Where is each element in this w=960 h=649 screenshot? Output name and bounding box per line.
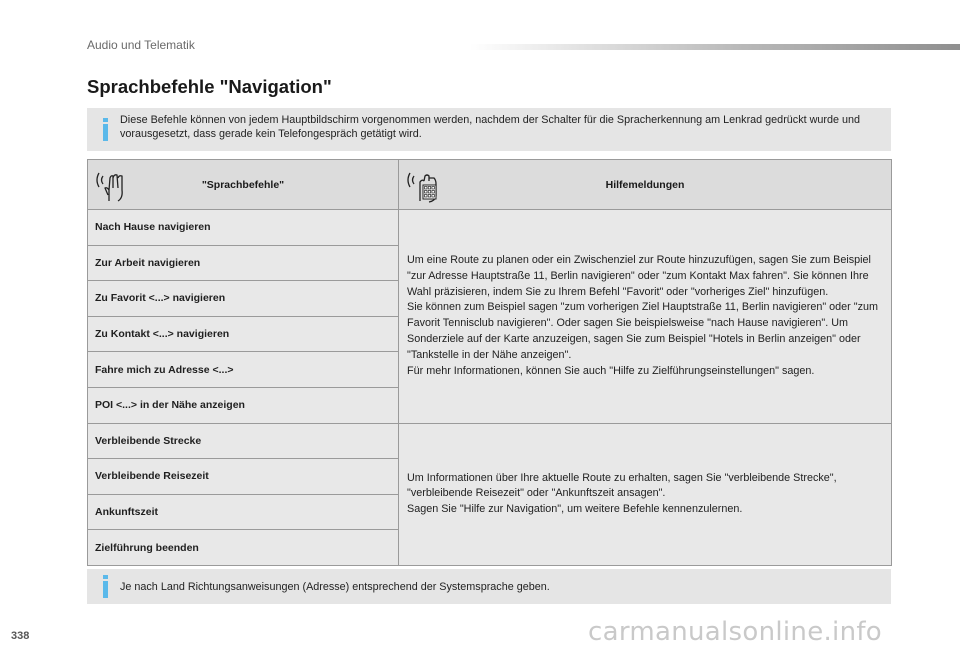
command-cell: POI <...> in der Nähe anzeigen (88, 387, 399, 423)
voice-keypad-icon (407, 168, 441, 204)
help-cell-navigation (399, 210, 892, 424)
header-commands-label: "Sprachbefehle" (201, 178, 285, 191)
info-box-top (87, 108, 891, 151)
header-commands (88, 160, 399, 210)
page-number: 338 (11, 630, 30, 642)
command-cell: Verbleibende Strecke (88, 423, 399, 459)
info-text-bottom: Je nach Land Richtungsanweisungen (Adresse) entsprechend der Systemsprache geben. (120, 581, 550, 593)
voice-hand-icon (96, 168, 130, 204)
header-decor-bar (470, 44, 960, 50)
command-cell: Zur Arbeit navigieren (88, 245, 399, 281)
command-cell: Zu Kontakt <...> navigieren (88, 316, 399, 352)
help-text-navigation: Um eine Route zu planen oder ein Zwischenziel zur Route hinzuzufügen, sagen Sie zum Beispiel "zur Adresse Hauptstraße 11, Berlin navigieren" oder "zum Kontakt Max fahren". Sie können Ihre Wahl präzisieren, indem Sie zu Ihrem Befehl "Favorit" oder "vorheriges Ziel" hinzufügen. Sie können zum Beispiel sagen "zum vorherigen Ziel Hauptstraße 11, Berlin navigieren" oder "zum Favorit Tennisclub navigieren". Oder sagen Sie beispielsweise "nach Hause navigieren". Um Sonderziele auf der Karte anzuzeigen, sagen Sie zum Beispiel "Hotels in Berlin anzeigen" oder "Tankstelle in der Nähe anzeigen". Für mehr Informationen, können Sie auch "Hilfe zu Zielführungseinstellungen" sagen. (407, 254, 879, 377)
section-header: Audio und Telematik (87, 38, 195, 52)
header-help-label: Hilfemeldungen (605, 178, 685, 191)
help-text-route-info: Um Informationen über Ihre aktuelle Route zu erhalten, sagen Sie "verbleibende Strecke", "verbleibende Reisezeit" oder "Ankunftszeit ansagen". Sagen Sie "Hilfe zur Navigation", um weitere Befehle kennenzulernen. (407, 471, 837, 516)
voice-commands-table (87, 159, 892, 566)
command-cell: Nach Hause navigieren (88, 210, 399, 246)
info-text-top: Diese Befehle können von jedem Hauptbildschirm vorgenommen werden, nachdem der Schalter für die Spracherkennung am Lenkrad gedrückt wurde und vorausgesetzt, dass gerade kein Telefongespräch getätigt wird. (120, 114, 861, 140)
help-cell-route-info (399, 423, 892, 565)
table-row (88, 210, 892, 246)
command-cell: Ankunftszeit (88, 494, 399, 530)
command-cell: Zu Favorit <...> navigieren (88, 281, 399, 317)
table-row (88, 423, 892, 459)
info-icon (100, 118, 112, 141)
page-title: Sprachbefehle "Navigation" (87, 76, 332, 97)
table-header-row (88, 160, 892, 210)
command-cell: Zielführung beenden (88, 530, 399, 566)
info-icon (100, 575, 112, 598)
watermark: carmanualsonline.info (588, 617, 883, 647)
command-cell: Verbleibende Reisezeit (88, 459, 399, 495)
command-cell: Fahre mich zu Adresse <...> (88, 352, 399, 388)
header-help (399, 160, 892, 210)
info-box-bottom (87, 569, 891, 604)
